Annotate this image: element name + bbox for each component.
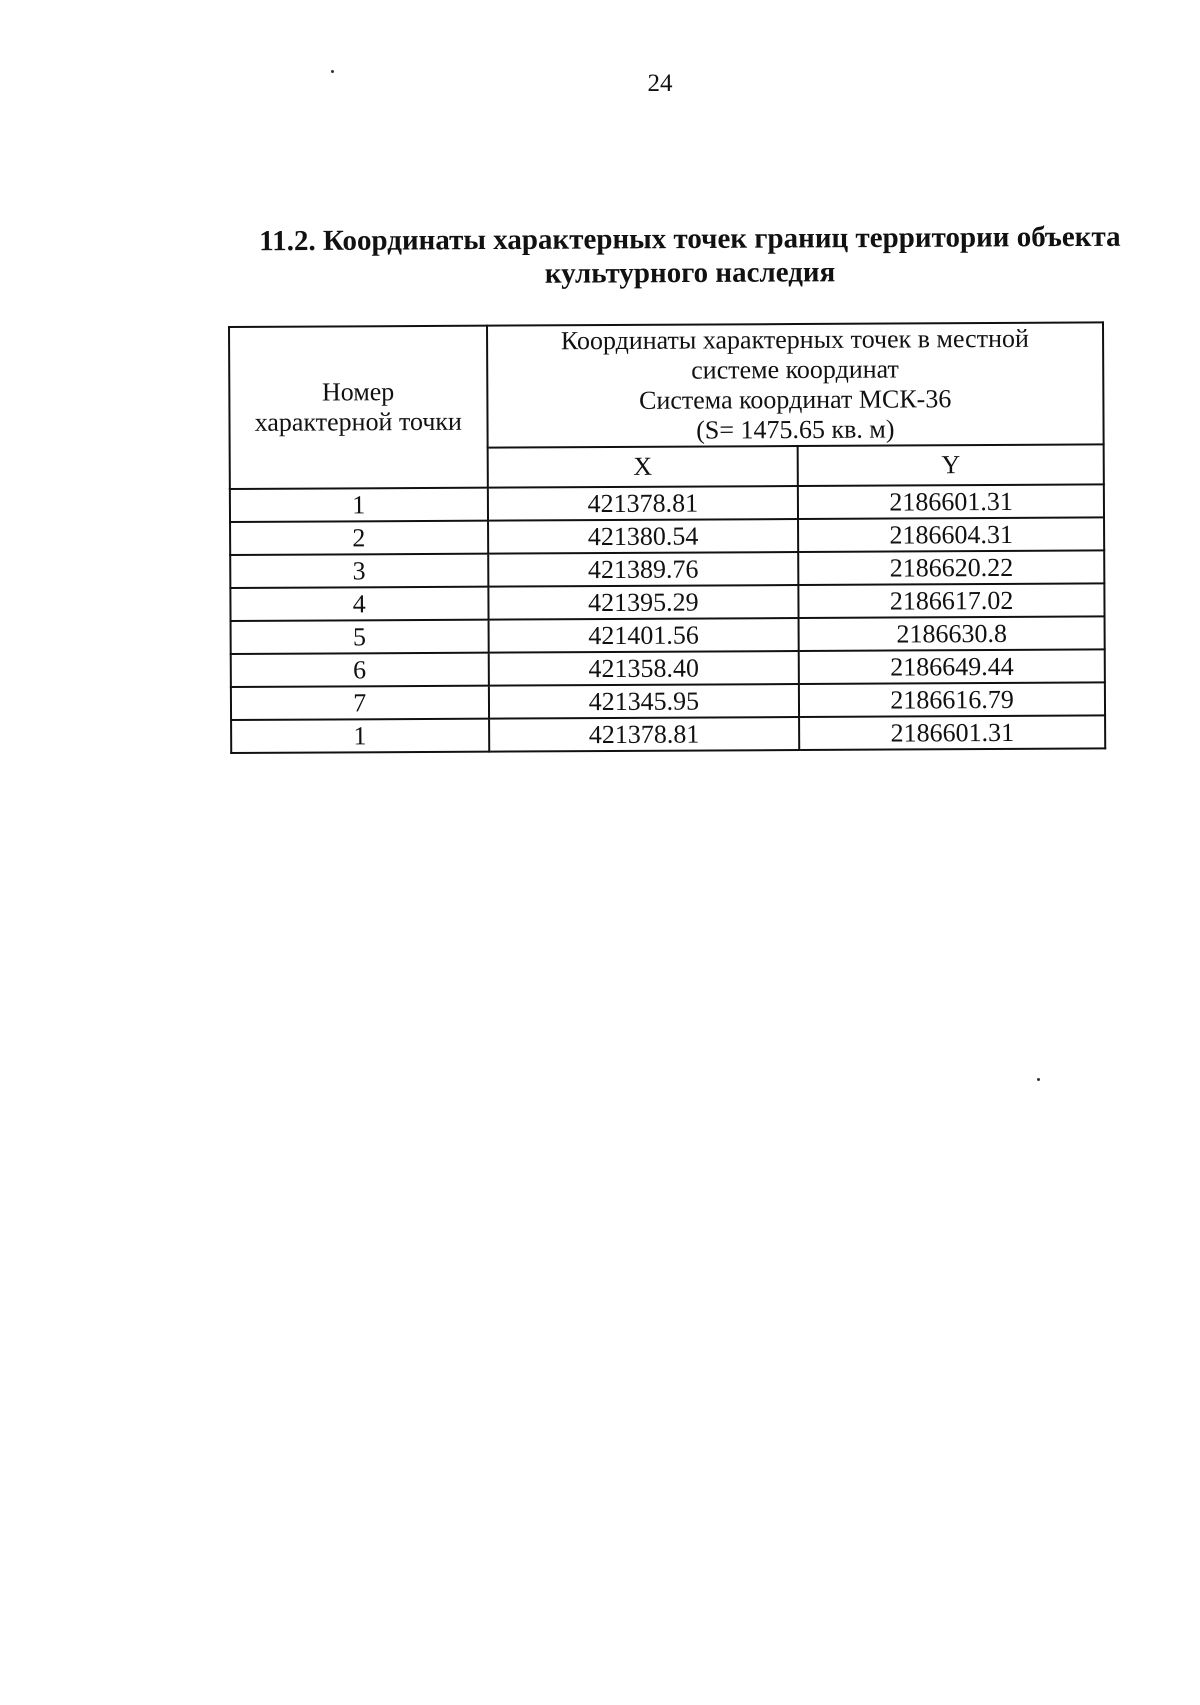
x-column-header: X: [487, 446, 798, 488]
coordinates-header-line-1: Координаты характерных точек в местной: [560, 323, 1029, 356]
point-number-cell: 3: [230, 554, 488, 588]
table-header-row: [229, 322, 1104, 449]
x-coordinate-cell: 421395.29: [488, 585, 799, 620]
table-row: [230, 583, 1104, 621]
coordinates-header-line-4: (S= 1475.65 кв. м): [696, 414, 895, 445]
table-row: [231, 649, 1105, 687]
x-coordinate-cell: 421345.95: [488, 684, 799, 719]
y-coordinate-cell: 2186601.31: [798, 484, 1104, 519]
table-row: [230, 484, 1104, 522]
point-number-header-line-1: Номер: [321, 377, 395, 407]
coordinates-header: [487, 322, 1104, 447]
section-title: [240, 220, 1140, 293]
point-number-header-line-2: характерной точки: [254, 406, 462, 437]
x-coordinate-cell: 421378.81: [487, 486, 798, 521]
y-coordinate-cell: 2186617.02: [799, 583, 1105, 618]
table-row: [231, 715, 1105, 753]
x-coordinate-cell: 421389.76: [488, 552, 799, 587]
y-coordinate-cell: 2186601.31: [799, 715, 1105, 750]
x-coordinate-cell: 421378.81: [489, 717, 800, 752]
table-row: [230, 517, 1104, 555]
page-number: 24: [647, 70, 673, 97]
table-row: [231, 682, 1105, 720]
y-coordinate-cell: 2186649.44: [799, 649, 1105, 684]
x-coordinate-cell: 421401.56: [488, 618, 799, 653]
coordinates-header-line-2: системе координат: [691, 354, 899, 385]
point-number-cell: 6: [231, 653, 489, 687]
x-coordinate-cell: 421358.40: [488, 651, 799, 686]
table-row: [231, 616, 1105, 654]
y-coordinate-cell: 2186616.79: [799, 682, 1105, 717]
y-column-header: Y: [798, 444, 1104, 486]
point-number-cell: 2: [230, 521, 488, 555]
point-number-cell: 1: [230, 488, 488, 522]
coordinates-header-line-3: Система координат МСК-36: [638, 384, 952, 415]
x-coordinate-cell: 421380.54: [488, 519, 799, 554]
point-number-cell: 5: [231, 620, 489, 654]
point-number-header: [229, 326, 487, 489]
point-number-cell: 1: [231, 719, 489, 753]
scan-speck-top: [331, 70, 334, 73]
y-coordinate-cell: 2186604.31: [798, 517, 1104, 552]
y-coordinate-cell: 2186620.22: [798, 550, 1104, 585]
section-title-line-1: 11.2. Координаты характерных точек границ территории объекта: [259, 220, 1121, 258]
scan-speck-bottom: [1037, 1078, 1040, 1081]
point-number-cell: 7: [231, 686, 489, 720]
point-number-cell: 4: [230, 587, 488, 621]
table-row: [230, 550, 1104, 588]
coordinates-table: [228, 321, 1106, 754]
y-coordinate-cell: 2186630.8: [799, 616, 1105, 651]
section-title-line-2: культурного наследия: [544, 256, 836, 290]
